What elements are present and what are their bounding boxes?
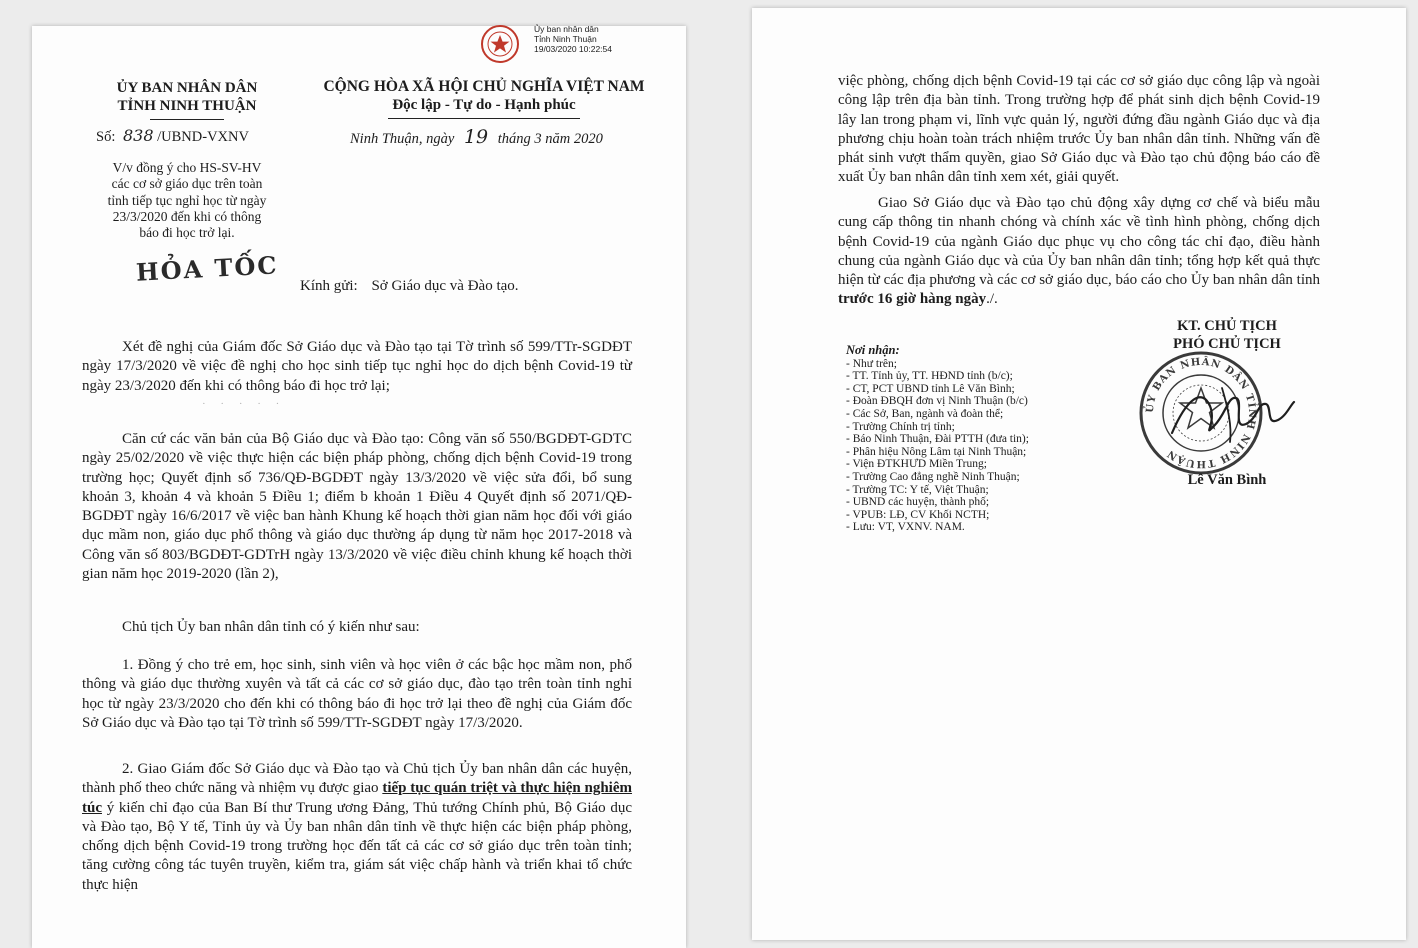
motto: Độc lập - Tự do - Hạnh phúc [392, 97, 576, 113]
recipients-list [846, 344, 1029, 534]
item-2-part-1: 2. Giao Giám đốc Sở Giáo dục và Đào tạo và Chủ tịch Ủy ban nhân dân các huyện, thành phố theo chức năng và nhiệm vụ được giao [82, 761, 632, 797]
stamp-seal-icon [480, 24, 520, 64]
issuer-province: TỈNH NINH THUẬN [117, 98, 257, 114]
place-date [350, 126, 603, 148]
paragraph-assign [838, 194, 1320, 310]
assign-deadline: trước 16 giờ hàng ngày [838, 291, 987, 308]
addressee-label: Kính gửi: [300, 278, 358, 294]
recipient-item: - Đoàn ĐBQH đơn vị Ninh Thuận (b/c) [846, 395, 1028, 408]
item-2-highlight: tiếp tục quán triệt và thực hiện nghiêm túc [82, 780, 633, 816]
assign-text: Giao Sở Giáo dục và Đào tạo chủ động xây dựng cơ chế và biểu mẫu cung cấp thông tin nhanh chóng và chính xác về tình hình phòng, chống dịch bệnh Covid-19 của ngành Giáo dục phục vụ cho công tác chỉ đạo, điều hành chung của ngành Giáo dục và của Ủy ban nhân dân tỉnh; tổng hợp kết quả thực hiện từ các địa phương và các cơ sở giáo dục, báo cáo cho Ủy ban nhân dân tỉnh [838, 195, 1320, 289]
recipient-item: - Trường Cao đẳng nghề Ninh Thuận; [846, 470, 1020, 483]
paragraph-continuation: việc phòng, chống dịch bệnh Covid-19 tại các cơ sở giáo dục công lập và ngoài công lập trên địa bàn tỉnh. Trong trường hợp để phát sinh dịch bệnh Covid-19 lây lan trong phạm vi, lĩnh vực quản lý, người đứng đầu ngành Giáo dục và địa phương chịu hoàn toàn trách nhiệm trước Ủy ban nhân dân tỉnh. Những vấn đề phát sinh vượt thẩm quyền, giao Sở Giáo dục và Đào tạo chủ động báo cáo đề xuất Ủy ban nhân dân tỉnh xem xét, giải quyết. [838, 73, 1320, 186]
paragraph-item-2 [82, 760, 632, 895]
subject-line: báo đi học trở lại. [139, 225, 235, 241]
day-handwritten: 19 [463, 126, 489, 148]
recipient-item: - Phân hiệu Nông Lâm tại Ninh Thuận; [846, 445, 1027, 458]
subject-line: 23/3/2020 đến khi có thông [112, 208, 262, 224]
motto-underline [388, 118, 580, 119]
recipient-item: - UBND các huyện, thành phố; [846, 496, 990, 509]
recipient-item: - Trường Chính trị tỉnh; [846, 420, 955, 433]
recipient-item: - Như trên; [846, 357, 897, 370]
item-2-part-2: ý kiến chỉ đạo của Ban Bí thư Trung ương Đảng, Thủ tướng Chính phủ, Bộ Giáo dục và Đào tạo, Bộ Y tế, Tỉnh ủy và Ủy ban nhân dân tỉnh về thực hiện các biện pháp phòng, chống dịch bệnh Covid-19 trong trường học đến tất cả các cơ sở giáo dục trên toàn tỉnh; tăng cường công tác tuyên truyền, kiểm tra, giám sát việc chấp hành và triển khai tổ chức thực hiện [82, 799, 633, 893]
subject-block [72, 160, 302, 241]
number-suffix: /UBND-VXNV [157, 129, 249, 145]
paragraph-opinion: Chủ tịch Ủy ban nhân dân tỉnh có ý kiến như sau: [122, 619, 420, 635]
addressee-line [300, 278, 519, 295]
document-page-2 [752, 8, 1406, 940]
issuer-underline [150, 119, 224, 120]
subject-line: các cơ sở giáo dục trên toàn [111, 176, 263, 192]
recipient-item: - Báo Ninh Thuận, Đài PTTH (đưa tin); [846, 433, 1029, 446]
number-label: Số: [96, 129, 116, 145]
recipients-title: Nơi nhận: [846, 343, 900, 357]
seal-text: ỦY BAN NHÂN DÂN TỈNH NINH THUẬN [1144, 356, 1258, 470]
subject-line: tỉnh tiếp tục nghỉ học từ ngày [107, 192, 267, 208]
recipient-item: - Các Sở, Ban, ngành và đoàn thể; [846, 407, 1004, 420]
number-handwritten: 838 [122, 126, 154, 145]
recipient-item: - VPUB: LĐ, CV Khối NCTH; [846, 508, 990, 521]
signature-title-1: KT. CHỦ TỊCH [1177, 318, 1277, 334]
stamp-line-2: Tỉnh Ninh Thuận [534, 34, 597, 44]
recipient-item: - Viện ĐTKHƯD Miền Trung; [846, 458, 987, 471]
issuer-name: ỦY BAN NHÂN DÂN [116, 80, 258, 96]
signer-name: Lê Văn Bình [1187, 472, 1267, 488]
addressee: Sở Giáo dục và Đào tạo. [371, 278, 519, 294]
urgent-stamp: HỎA TỐC [135, 250, 280, 287]
recipient-item: - Trường TC: Y tế, Việt Thuận; [846, 483, 989, 496]
place-date-prefix: Ninh Thuận, ngày [350, 131, 455, 147]
stamp-line-3: 19/03/2020 10:22:54 [534, 44, 612, 54]
recipient-item: - CT, PCT UBND tỉnh Lê Văn Bình; [846, 382, 1015, 395]
paragraph-item-1: 1. Đồng ý cho trẻ em, học sinh, sinh viên và học viên ở các bậc học mầm non, phổ thông và giáo dục thường xuyên và tất cả các cơ sở giáo dục, đào tạo trên toàn tỉnh nghỉ học từ ngày 23/3/2020 cho đến khi có thông báo đi học trở lại theo đề nghị của Giám đốc Sở Giáo dục và Đào tạo tại Tờ trình số 599/TTr-SGDĐT ngày 17/3/2020. [82, 657, 632, 731]
nation-title: CỘNG HÒA XÃ HỘI CHỦ NGHĨA VIỆT NAM [323, 78, 645, 95]
digital-stamp [480, 22, 660, 68]
place-date-suffix: tháng 3 năm 2020 [497, 131, 603, 147]
subject-line: V/v đồng ý cho HS-SV-HV [112, 160, 262, 175]
paragraph-proposal: Xét đề nghị của Giám đốc Sở Giáo dục và Đào tạo tại Tờ trình số 599/TTr-SGDĐT ngày 17/3/2020 về việc đề nghị cho học sinh tiếp tục nghỉ học do dịch bệnh Covid-19 từ ngày 23/3/2020 đến khi có thông báo đi học trở lại; [82, 339, 632, 394]
recipient-item: - Lưu: VT, VXNV. NAM. [846, 521, 965, 534]
document-number [96, 126, 249, 146]
faint-marks: · · · · · [202, 398, 286, 410]
recipient-item: - TT. Tỉnh ủy, TT. HĐND tỉnh (b/c); [846, 370, 1013, 383]
assign-end: ./. [986, 291, 998, 308]
signature-title-2: PHÓ CHỦ TỊCH [1173, 336, 1281, 352]
paragraph-basis: Căn cứ các văn bản của Bộ Giáo dục và Đào tạo: Công văn số 550/BGDĐT-GDTC ngày 25/02/2020 về việc thực hiện các biện pháp phòng, chống dịch bệnh Covid-19 trong trường học; Quyết định số 736/QĐ-BGDĐT ngày 13/3/2020 về việc sửa đổi, bổ sung khoản 3, khoản 4 và khoản 5 Điều 1; điểm b khoản 1 Điều 4 Quyết định số 2071/QĐ-BGDĐT ngày 16/6/2017 về việc ban hành Khung kế hoạch thời gian năm học đối với giáo dục mầm non, giáo dục phổ thông và giáo dục thường áp dụng từ năm học 2017-2018 và Công văn số 803/BGDĐT-GDTrH ngày 13/3/2020 về việc điều chỉnh khung kế hoạch thời gian năm học 2019-2020 (lần 2), [82, 431, 632, 583]
handwritten-signature [1162, 378, 1302, 448]
stamp-line-1: Ủy ban nhân dân [534, 24, 599, 34]
document-page-1 [32, 26, 686, 948]
